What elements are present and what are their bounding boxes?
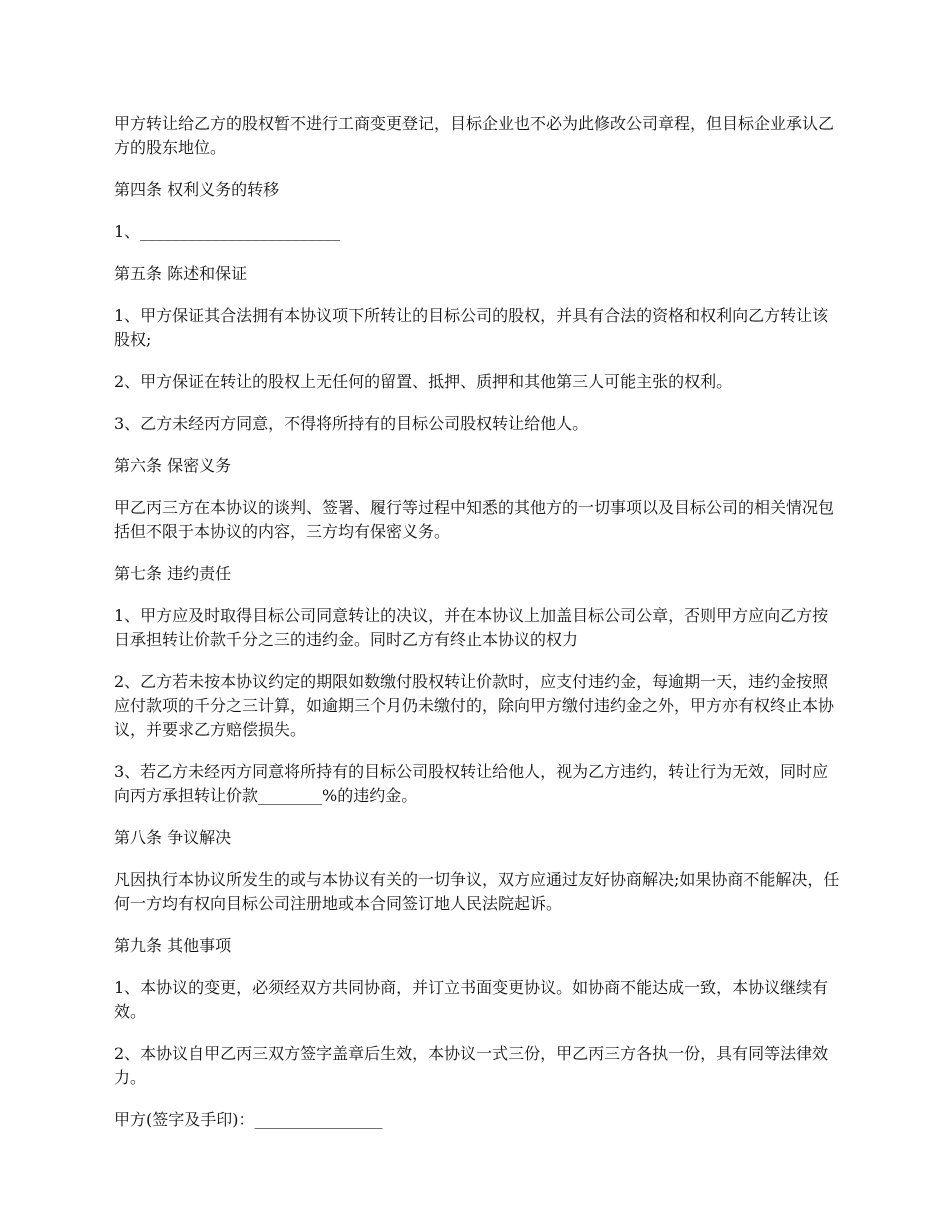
paragraph-article-9-item-1: 1、本协议的变更，必须经双方共同协商，并订立书面变更协议。如协商不能达成一致，本协议继续有效。 bbox=[114, 978, 829, 1021]
heading-article-9: 第九条 其他事项 bbox=[114, 936, 232, 955]
paragraph-article-8-body: 凡因执行本协议所发生的或与本协议有关的一切争议，双方应通过友好协商解决;如果协商不能解决，任何一方均有权向目标公司注册地或本合同签订地人民法院起诉。 bbox=[114, 870, 840, 913]
heading-article-5: 第五条 陈述和保证 bbox=[114, 264, 248, 283]
document-body bbox=[114, 112, 840, 1150]
paragraph-article-6-body: 甲乙丙三方在本协议的谈判、签署、履行等过程中知悉的其他方的一切事项以及目标公司的相关情况包括但不限于本协议的内容，三方均有保密义务。 bbox=[114, 498, 835, 541]
heading-article-8: 第八条 争议解决 bbox=[114, 828, 232, 847]
heading-article-6: 第六条 保密义务 bbox=[114, 456, 232, 475]
paragraph-article-7-item-1: 1、甲方应及时取得目标公司同意转让的决议，并在本协议上加盖目标公司公章，否则甲方应向乙方按日承担转让价款千分之三的违约金。同时乙方有终止本协议的权力 bbox=[114, 606, 829, 649]
heading-article-7: 第七条 违约责任 bbox=[114, 564, 232, 583]
paragraph-article-7-item-2: 2、乙方若未按本协议约定的期限如数缴付股权转让价款时，应支付违约金，每逾期一天，违约金按照应付款项的千分之三计算，如逾期三个月仍未缴付的，除向甲方缴付违约金之外，甲方亦有权终止本协议，并要求乙方赔偿损失。 bbox=[114, 672, 835, 739]
paragraph-article-5-item-3: 3、乙方未经丙方同意，不得将所持有的目标公司股权转让给他人。 bbox=[114, 414, 589, 433]
paragraph-equity-registration: 甲方转让给乙方的股权暂不进行工商变更登记，目标企业也不必为此修改公司章程，但目标企业承认乙方的股东地位。 bbox=[114, 114, 835, 157]
paragraph-article-5-item-1: 1、甲方保证其合法拥有本协议项下所转让的目标公司的股权，并具有合法的资格和权利向乙方转让该股权; bbox=[114, 306, 829, 349]
signature-line-party-a: 甲方(签字及手印)：________________ bbox=[114, 1110, 383, 1129]
paragraph-article-9-item-2: 2、本协议自甲乙丙三双方签字盖章后生效，本协议一式三份，甲乙丙三方各执一份，具有同等法律效力。 bbox=[114, 1044, 829, 1087]
paragraph-article-5-item-2: 2、甲方保证在转让的股权上无任何的留置、抵押、质押和其他第三人可能主张的权利。 bbox=[114, 372, 733, 391]
paragraph-article-4-item-1: 1、_________________________ bbox=[114, 222, 341, 241]
paragraph-article-7-item-3: 3、若乙方未经丙方同意将所持有的目标公司股权转让给他人，视为乙方违约，转让行为无效，同时应向丙方承担转让价款________%的违约金。 bbox=[114, 762, 829, 805]
heading-article-4: 第四条 权利义务的转移 bbox=[114, 180, 280, 199]
